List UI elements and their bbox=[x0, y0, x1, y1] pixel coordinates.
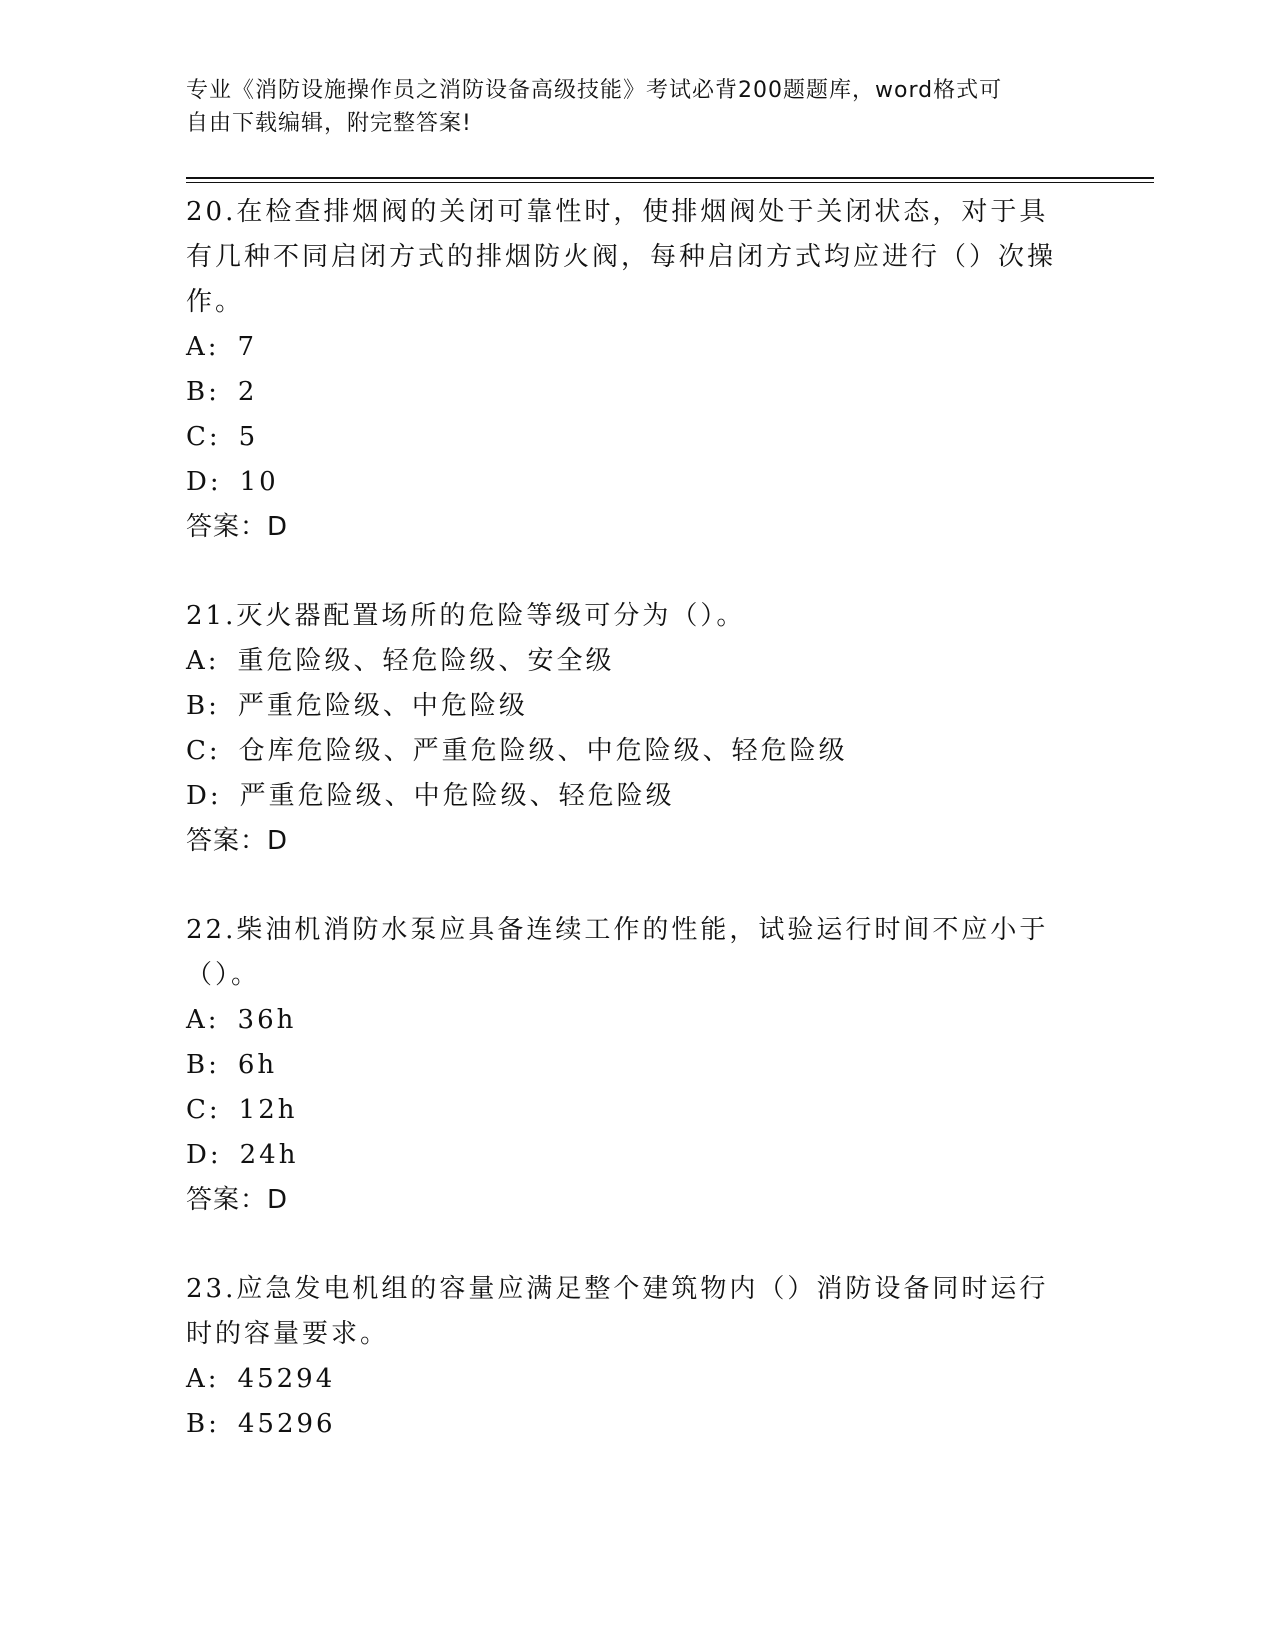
answer-line bbox=[186, 505, 1066, 550]
question-text: 22.柴油机消防水泵应具备连续工作的性能，试验运行时间不应小于（）。 bbox=[186, 915, 1049, 990]
option-text: 45294 bbox=[237, 1364, 336, 1394]
option-b bbox=[186, 370, 1066, 415]
option-text: 6h bbox=[237, 1050, 278, 1080]
option-letter: C: bbox=[186, 422, 221, 452]
header-divider-thin bbox=[186, 182, 1154, 183]
question-text: 23.应急发电机组的容量应满足整个建筑物内（）消防设备同时运行时的容量要求。 bbox=[186, 1274, 1049, 1349]
question-22 bbox=[186, 908, 1066, 1223]
option-a bbox=[186, 998, 1066, 1043]
document-header bbox=[186, 74, 1066, 140]
answer-label: 答案： bbox=[186, 826, 268, 856]
option-text: 5 bbox=[238, 422, 259, 452]
header-line-1: 专业《消防设施操作员之消防设备高级技能》考试必背200题题库，word格式可 bbox=[186, 78, 1003, 103]
option-b bbox=[186, 1043, 1066, 1088]
option-c bbox=[186, 1088, 1066, 1133]
question-20 bbox=[186, 190, 1066, 550]
option-text: 7 bbox=[237, 332, 258, 362]
option-d bbox=[186, 460, 1066, 505]
option-letter: B: bbox=[186, 691, 220, 721]
answer-line bbox=[186, 1178, 1066, 1223]
option-text: 严重危险级、中危险级 bbox=[237, 691, 528, 721]
option-c bbox=[186, 729, 1066, 774]
option-a bbox=[186, 1357, 1066, 1402]
option-letter: D: bbox=[186, 1140, 222, 1170]
option-b bbox=[186, 1402, 1066, 1447]
option-text: 24h bbox=[239, 1140, 299, 1170]
answer-value: D bbox=[267, 1185, 289, 1215]
option-letter: C: bbox=[186, 736, 221, 766]
option-text: 严重危险级、中危险级、轻危险级 bbox=[239, 781, 675, 811]
option-letter: B: bbox=[186, 377, 220, 407]
header-line-2: 自由下载编辑，附完整答案! bbox=[186, 111, 472, 136]
question-text: 21.灭火器配置场所的危险等级可分为（）。 bbox=[186, 601, 746, 631]
option-a bbox=[186, 325, 1066, 370]
answer-value: D bbox=[267, 512, 289, 542]
option-c bbox=[186, 415, 1066, 460]
option-letter: A: bbox=[186, 1364, 220, 1394]
option-text: 重危险级、轻危险级、安全级 bbox=[237, 646, 615, 676]
answer-label: 答案： bbox=[186, 512, 268, 542]
option-letter: D: bbox=[186, 781, 222, 811]
option-letter: C: bbox=[186, 1095, 221, 1125]
answer-line bbox=[186, 819, 1066, 864]
option-letter: B: bbox=[186, 1409, 220, 1439]
answer-value: D bbox=[267, 826, 289, 856]
option-d bbox=[186, 1133, 1066, 1178]
header-divider-thick bbox=[186, 177, 1154, 179]
question-23 bbox=[186, 1267, 1066, 1447]
option-text: 仓库危险级、严重危险级、中危险级、轻危险级 bbox=[238, 736, 848, 766]
option-letter: B: bbox=[186, 1050, 220, 1080]
option-b bbox=[186, 684, 1066, 729]
option-d bbox=[186, 774, 1066, 819]
question-21 bbox=[186, 594, 1066, 864]
option-text: 10 bbox=[239, 467, 279, 497]
question-list bbox=[186, 190, 1066, 1491]
answer-label: 答案： bbox=[186, 1185, 268, 1215]
option-letter: A: bbox=[186, 646, 220, 676]
option-text: 2 bbox=[237, 377, 258, 407]
question-text: 20.在检查排烟阀的关闭可靠性时，使排烟阀处于关闭状态，对于具有几种不同启闭方式的排烟防火阀，每种启闭方式均应进行（）次操作。 bbox=[186, 197, 1057, 317]
option-letter: D: bbox=[186, 467, 222, 497]
option-text: 12h bbox=[238, 1095, 298, 1125]
option-text: 45296 bbox=[237, 1409, 336, 1439]
option-a bbox=[186, 639, 1066, 684]
option-text: 36h bbox=[237, 1005, 297, 1035]
option-letter: A: bbox=[186, 1005, 220, 1035]
option-letter: A: bbox=[186, 332, 220, 362]
